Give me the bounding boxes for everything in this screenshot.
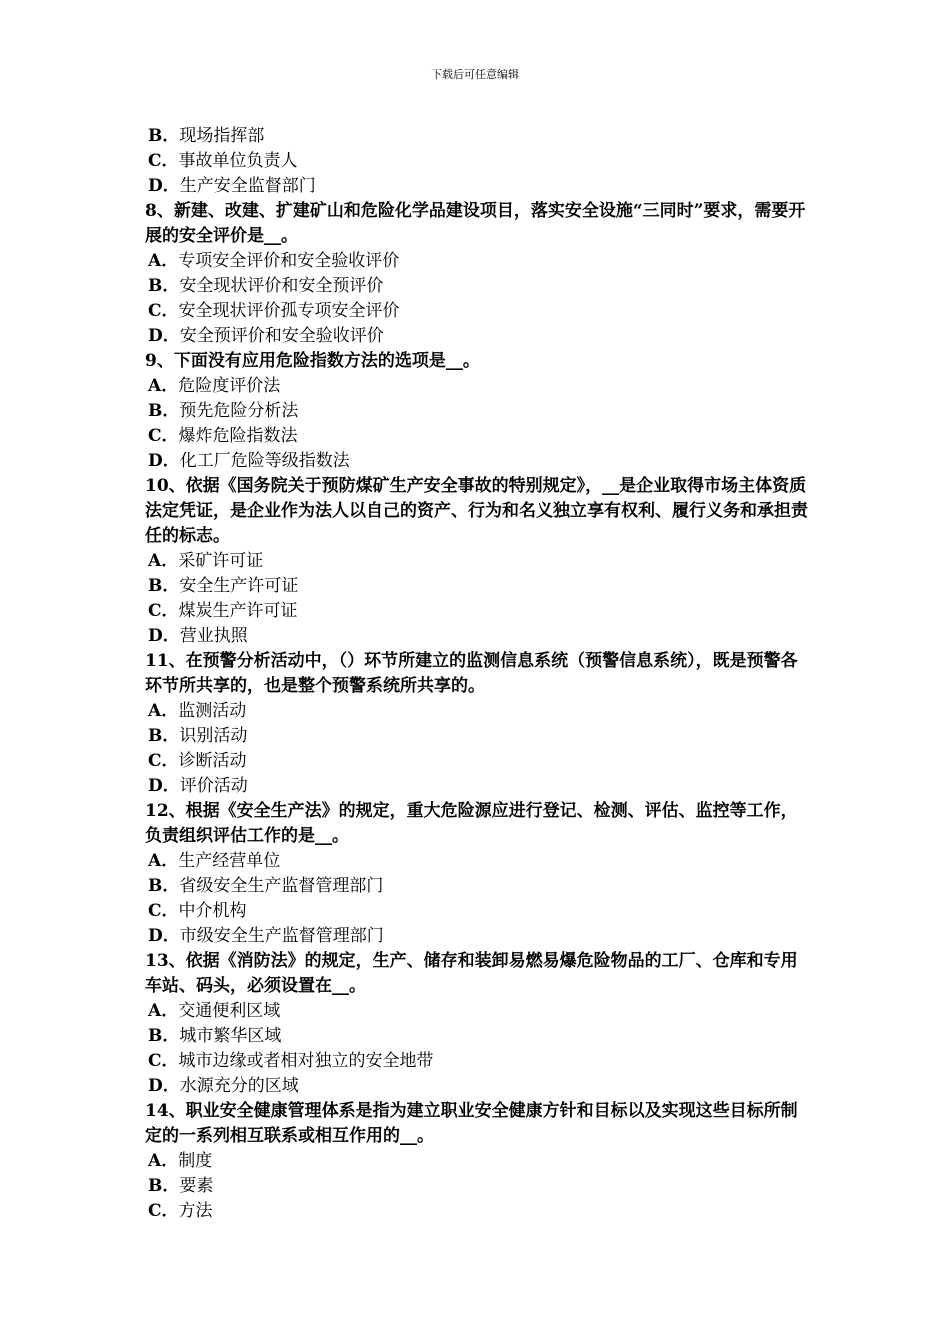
option-text: 危险度评价法 [178, 376, 281, 396]
option-letter: B． [148, 876, 180, 896]
answer-option [145, 774, 810, 799]
option-text: 中介机构 [178, 901, 247, 921]
option-letter: D． [148, 626, 180, 646]
answer-option [145, 624, 810, 649]
option-letter: A． [148, 551, 179, 571]
option-text: 城市繁华区域 [179, 1026, 282, 1046]
answer-option [145, 324, 810, 349]
option-letter: D． [148, 451, 180, 471]
question-text: 12、根据《安全生产法》的规定，重大危险源应进行登记、检测、评估、监控等工作，负责组织评估工作的是__。 [145, 801, 798, 846]
option-text: 制度 [178, 1151, 213, 1171]
question-block [145, 349, 810, 474]
answer-option [145, 999, 810, 1024]
option-text: 安全生产许可证 [179, 576, 299, 596]
question-block [145, 649, 810, 799]
option-letter: A． [148, 701, 179, 721]
answer-option [145, 1074, 810, 1099]
option-letter: C． [148, 601, 179, 621]
option-text: 诊断活动 [178, 751, 247, 771]
answer-option [145, 874, 810, 899]
option-text: 交通便利区域 [178, 1001, 281, 1021]
option-letter: A． [148, 251, 179, 271]
question-text: 9、下面没有应用危险指数方法的选项是__。 [145, 351, 480, 371]
question-block [145, 1099, 810, 1224]
option-letter: B． [148, 1176, 180, 1196]
option-text: 现场指挥部 [179, 126, 265, 146]
answer-option [145, 124, 810, 149]
answer-option [145, 1199, 810, 1224]
option-letter: C． [148, 426, 179, 446]
answer-option [145, 749, 810, 774]
question-text: 8、新建、改建、扩建矿山和危险化学品建设项目，落实安全设施“三同时”要求，需要开展的安全评价是__。 [145, 201, 806, 246]
option-text: 安全预评价和安全验收评价 [179, 326, 384, 346]
answer-option [145, 1024, 810, 1049]
page-header: 下载后可任意编辑 [431, 68, 519, 81]
option-text: 爆炸危险指数法 [178, 426, 298, 446]
option-text: 水源充分的区域 [179, 1076, 299, 1096]
option-text: 营业执照 [179, 626, 248, 646]
option-text: 省级安全生产监督管理部门 [179, 876, 384, 896]
question-block [145, 799, 810, 949]
answer-option [145, 1149, 810, 1174]
answer-option [145, 599, 810, 624]
option-text: 城市边缘或者相对独立的安全地带 [178, 1051, 434, 1071]
option-text: 化工厂危险等级指数法 [179, 451, 350, 471]
document-body [145, 124, 810, 1224]
answer-option [145, 374, 810, 399]
answer-option [145, 449, 810, 474]
answer-option [145, 249, 810, 274]
question-text: 11、在预警分析活动中，（）环节所建立的监测信息系统（预警信息系统），既是预警各环节所共享的，也是整个预警系统所共享的。 [145, 651, 798, 696]
answer-option [145, 699, 810, 724]
option-text: 煤炭生产许可证 [178, 601, 298, 621]
answer-option [145, 924, 810, 949]
option-letter: A． [148, 851, 179, 871]
answer-option [145, 1174, 810, 1199]
option-letter: D． [148, 776, 180, 796]
option-letter: C． [148, 1051, 179, 1071]
answer-option [145, 899, 810, 924]
option-text: 安全现状评价和安全预评价 [179, 276, 384, 296]
answer-option [145, 149, 810, 174]
option-letter: B． [148, 1026, 180, 1046]
option-text: 方法 [178, 1201, 213, 1221]
question-block [145, 949, 810, 1099]
option-letter: B． [148, 576, 180, 596]
option-letter: C． [148, 751, 179, 771]
question-text: 13、依据《消防法》的规定，生产、储存和装卸易燃易爆危险物品的工厂、仓库和专用车站、码头，必须设置在__。 [145, 951, 798, 996]
answer-option [145, 399, 810, 424]
option-text: 要素 [179, 1176, 214, 1196]
option-letter: D． [148, 176, 180, 196]
answer-option [145, 724, 810, 749]
option-letter: D． [148, 326, 180, 346]
option-text: 事故单位负责人 [178, 151, 298, 171]
option-letter: C． [148, 151, 179, 171]
option-text: 安全现状评价孤专项安全评价 [178, 301, 400, 321]
option-letter: C． [148, 901, 179, 921]
option-letter: D． [148, 926, 180, 946]
question-block [145, 199, 810, 349]
option-text: 专项安全评价和安全验收评价 [178, 251, 400, 271]
answer-option [145, 424, 810, 449]
answer-option [145, 174, 810, 199]
question-block [145, 474, 810, 649]
answer-option [145, 1049, 810, 1074]
option-letter: A． [148, 376, 179, 396]
option-letter: C． [148, 1201, 179, 1221]
answer-option [145, 849, 810, 874]
option-text: 预先危险分析法 [179, 401, 299, 421]
option-text: 评价活动 [179, 776, 248, 796]
question-text: 10、依据《国务院关于预防煤矿生产安全事故的特别规定》，__是企业取得市场主体资质法定凭证，是企业作为法人以自己的资产、行为和名义独立享有权利、履行义务和承担责任的标志。 [145, 476, 808, 546]
option-letter: D． [148, 1076, 180, 1096]
option-text: 识别活动 [179, 726, 248, 746]
option-letter: A． [148, 1151, 179, 1171]
option-letter: B． [148, 126, 180, 146]
answer-option [145, 299, 810, 324]
option-letter: B． [148, 276, 180, 296]
option-text: 生产经营单位 [178, 851, 281, 871]
options-block [145, 124, 810, 199]
question-text: 14、职业安全健康管理体系是指为建立职业安全健康方针和目标以及实现这些目标所制定的一系列相互联系或相互作用的__。 [145, 1101, 798, 1146]
option-letter: B． [148, 726, 180, 746]
option-text: 采矿许可证 [178, 551, 264, 571]
option-text: 监测活动 [178, 701, 247, 721]
answer-option [145, 549, 810, 574]
answer-option [145, 274, 810, 299]
answer-option [145, 574, 810, 599]
option-text: 生产安全监督部门 [179, 176, 316, 196]
option-letter: B． [148, 401, 180, 421]
option-text: 市级安全生产监督管理部门 [179, 926, 384, 946]
option-letter: C． [148, 301, 179, 321]
option-letter: A． [148, 1001, 179, 1021]
